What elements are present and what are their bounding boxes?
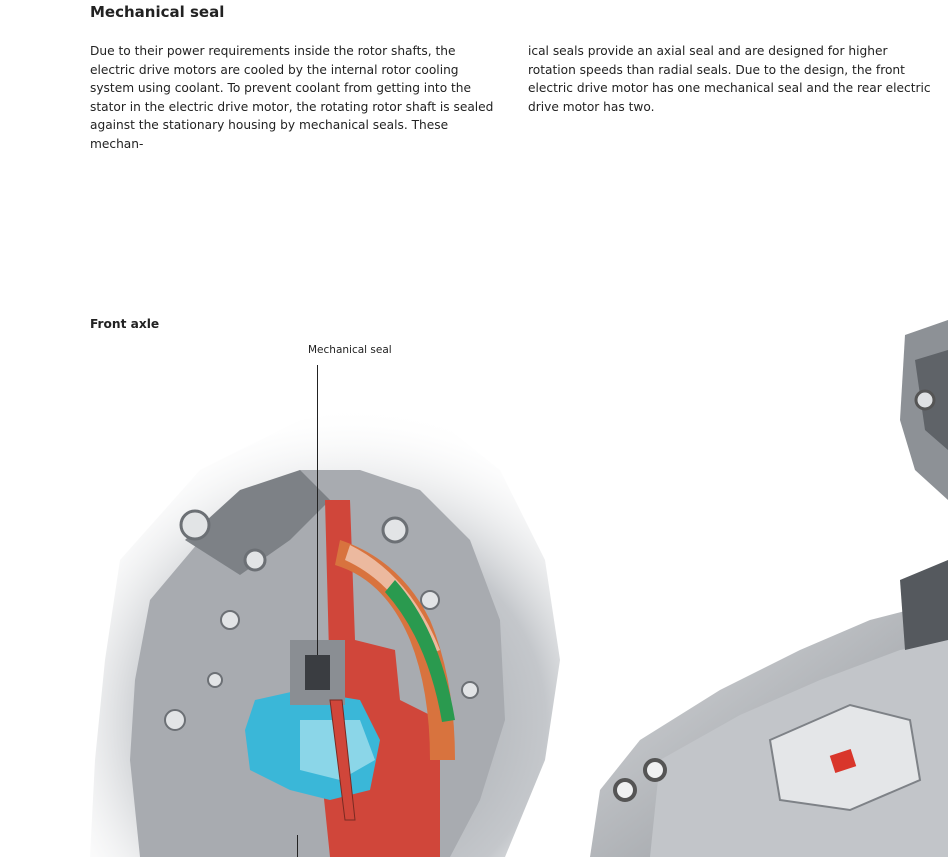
- section-heading: Mechanical seal: [90, 3, 225, 21]
- callout-leader-line: [317, 365, 318, 655]
- figure-label: Front axle: [90, 317, 160, 331]
- body-text-column-left: Due to their power requirements inside the rotor shafts, the electric drive motors are cooled by the internal rotor cooling system using coolant. To prevent coolant from getting into the stator in the electric drive motor, the rotating rotor shaft is sealed against the stationary housing by mechanical seals. These mechan-: [90, 44, 494, 151]
- rear-motor-housing: [590, 320, 948, 857]
- callout-leader-line-lower: [297, 835, 298, 857]
- callout-label: Mechanical seal: [308, 344, 392, 356]
- body-text-column-right: ical seals provide an axial seal and are designed for higher rotation speeds than radial seals. Due to the design, the front electric drive motor has one mechanical seal and the rear electric drive motor has two.: [528, 44, 931, 114]
